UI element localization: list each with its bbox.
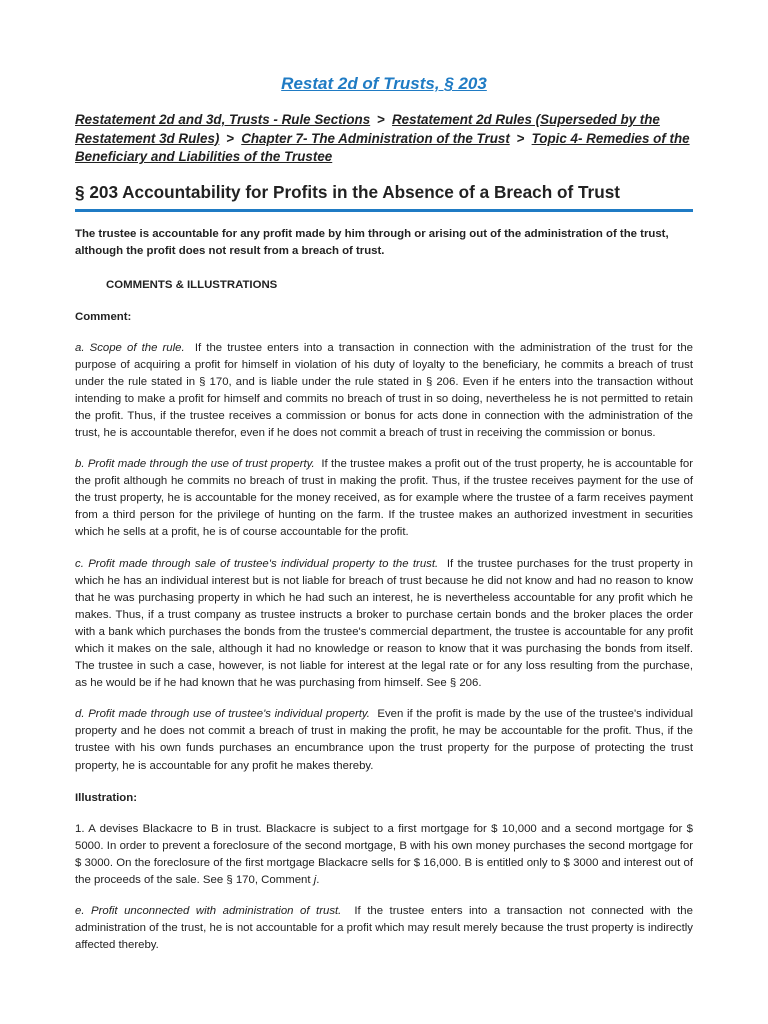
comment-c-body: If the trustee purchases for the trust property in which he has an individual interest but is not liable for breach of trust because he did not know and had no reason to know that he was purchasing property in which he had such an interest, he is nevertheless accountable for any profit which he makes. Thus, if a trust company as trustee instructs a broker to purchase certain bonds and the broker places the order with a bank which purchases the bonds from the trustee's commercial department, the trustee is accountable for any profit which it makes on the sale, although it had no knowledge or reason to know that it was purchasing the bonds from itself. The trustee in such a case, however, is not liable for interest at the legal rate or for any loss resulting from the purchase, as he would be if he had known that he was purchasing from himself. See § 206.: [75, 557, 693, 690]
comment-d-lead: d. Profit made through use of trustee's individual property.: [75, 708, 370, 721]
comment-label: Comment:: [75, 310, 132, 323]
illustration-label: Illustration:: [75, 791, 138, 804]
illustration-1-ref: j: [313, 873, 317, 886]
document-title-link[interactable]: Restat 2d of Trusts, § 203: [281, 74, 487, 93]
breadcrumb: [75, 111, 693, 167]
comments-heading: COMMENTS & ILLUSTRATIONS: [106, 278, 278, 291]
illustration-1-end: .: [316, 873, 320, 886]
comment-b-body: If the trustee makes a profit out of the trust property, he is accountable for the profit although he commits no breach of trust in making the profit. Thus, if the trustee receives payment for the use of the trust property, he is accountable for the money received, as for example where the trustee of a farm receives payment from a third person for the privilege of hunting on the farm. If the trustee makes an authorized investment in securities which he sells at a profit, he is of course accountable for the profit.: [75, 458, 693, 539]
comment-e-lead: e. Profit unconnected with administration of trust.: [75, 905, 342, 918]
comment-b: [75, 456, 693, 541]
breadcrumb-link-2d-rules[interactable]: Restatement 2d Rules (Superseded by the Restatement 3d Rules): [75, 112, 660, 146]
breadcrumb-separator: >: [226, 130, 235, 146]
comment-a-body: If the trustee enters into a transaction in connection with the administration of the trust for the purpose of acquiring a profit for himself in violation of his duty of loyalty to the beneficiary, he commits a breach of trust under the rule stated in § 170, and is liable under the rule stated in § 206. Even if he enters into the transaction without intending to make a profit for himself and commits no breach of trust in so doing, nevertheless he is not permitted to retain the profit. Thus, if the trustee receives a commission or bonus for acts done in connection with the administration of the trust, he is accountable therefor, even if he does not commit a breach of trust in receiving the commission or bonus.: [75, 341, 693, 439]
breadcrumb-separator: >: [516, 130, 525, 146]
breadcrumb-link-rule-sections[interactable]: Restatement 2d and 3d, Trusts - Rule Sections: [75, 112, 371, 127]
breadcrumb-link-chapter-7[interactable]: Chapter 7- The Administration of the Trust: [241, 130, 510, 146]
comment-c: [75, 556, 693, 693]
comment-b-lead: b. Profit made through the use of trust property.: [75, 458, 315, 471]
comment-a: [75, 340, 693, 443]
comment-d-body: Even if the profit is made by the use of the trustee's individual property and he does not commit a breach of trust in making the profit, he may be accountable for the profit. Thus, if the trustee with his own funds purchases an encumbrance upon the trust property for the purpose of protecting the trust property, he is accountable for any profit he makes thereby.: [75, 708, 694, 772]
illustration-1: [75, 821, 693, 889]
breadcrumb-link-topic-4[interactable]: Topic 4- Remedies of the Beneficiary and Liabilities of the Trustee: [75, 130, 690, 164]
section-heading: § 203 Accountability for Profits in the Absence of a Breach of Trust: [75, 180, 693, 212]
comment-a-lead: a. Scope of the rule.: [75, 341, 185, 354]
comment-c-lead: c. Profit made through sale of trustee's individual property to the trust.: [75, 557, 439, 570]
black-letter-rule: The trustee is accountable for any profit made by him through or arising out of the administration of the trust, although the profit does not result from a breach of trust.: [75, 227, 669, 257]
comment-e: [75, 903, 693, 954]
comment-e-body: If the trustee enters into a transaction not connected with the administration of the trust, he is not accountable for a profit which may result merely because the trust property is indirectly affected thereby.: [75, 905, 693, 952]
illustration-1-text: 1. A devises Blackacre to B in trust. Blackacre is subject to a first mortgage for $ 10,000 and a second mortgage for $ 5000. In order to prevent a foreclosure of the second mortgage, B with his own money purchases the second mortgage for $ 3000. On the foreclosure of the first mortgage Blackacre sells for $ 16,000. B is entitled only to $ 3000 and interest out of the proceeds of the sale. See § 170, Comment: [75, 822, 693, 886]
breadcrumb-separator: >: [377, 112, 385, 127]
comment-d: [75, 706, 693, 774]
